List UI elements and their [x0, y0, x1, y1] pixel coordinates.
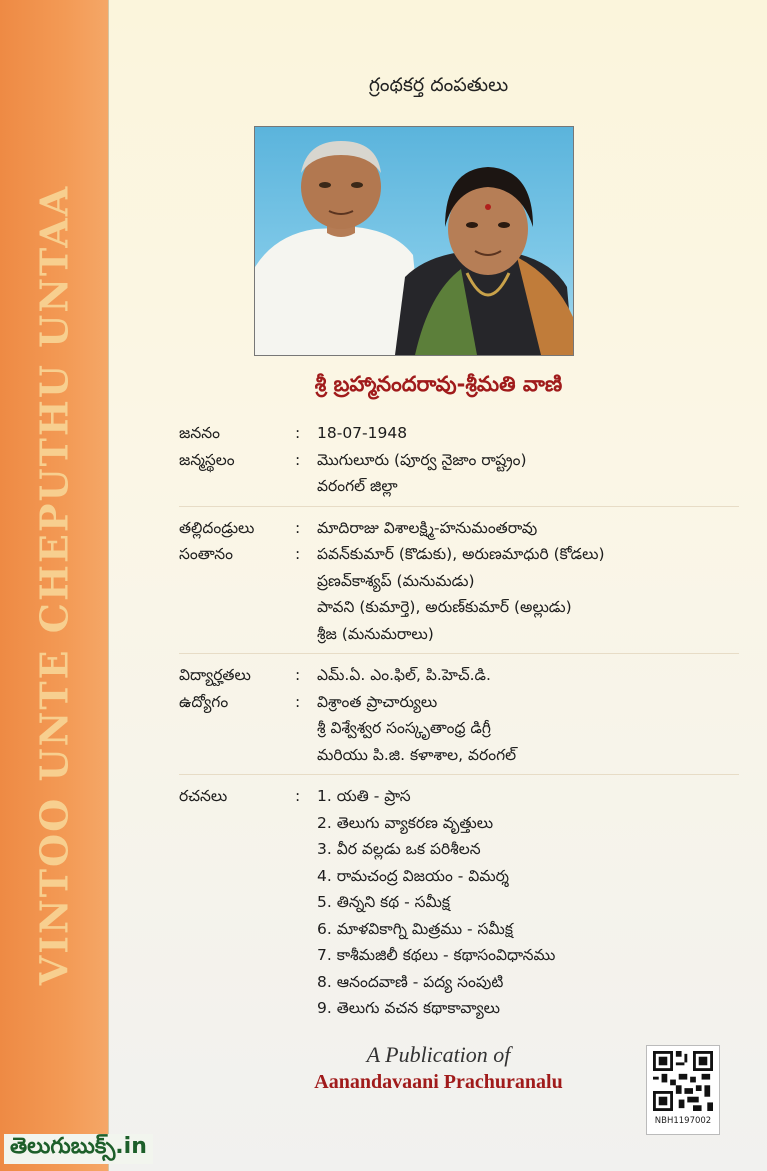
back-cover — [108, 0, 767, 1171]
works-list-item: 2. తెలుగు వ్యాకరణ వృత్తులు — [317, 813, 494, 832]
works-list-item: 6. మాళవికాగ్ని మిత్రము - సమీక్ష — [317, 919, 513, 938]
bio-label: ఉద్యోగం — [179, 692, 229, 711]
bio-value: శ్రీజ (మనుమరాలు) — [317, 624, 434, 643]
author-bio — [179, 420, 739, 1022]
works-list-item: 3. వీర వల్లడు ఒక పరిశీలన — [317, 840, 481, 858]
bio-colon: : — [295, 545, 301, 563]
divider — [179, 653, 739, 654]
bio-value: మరియు పి.జి. కళాశాల, వరంగల్ — [317, 745, 517, 764]
bio-row-birthplace — [179, 447, 739, 500]
bio-value: 18-07-1948 — [317, 424, 408, 442]
bio-row-education — [179, 662, 739, 689]
bio-value: విశ్రాంత ప్రాచార్యులు — [317, 692, 438, 711]
bio-colon: : — [295, 518, 301, 537]
works-list-item: 1. యతి - ప్రాస — [317, 787, 411, 805]
bio-value: ఎమ్.ఏ. ఎం.ఫిల్, పి.హెచ్.డి. — [317, 666, 491, 684]
bio-colon: : — [295, 666, 301, 684]
bio-value: శ్రీ విశ్వేశ్వర సంస్కృతాంధ్ర డిగ్రీ — [317, 719, 491, 737]
bio-value: మొగులూరు (పూర్వ నైజాం రాష్ట్రం) — [317, 450, 527, 469]
bio-row-birth — [179, 420, 739, 447]
works-list-item: 5. తిన్నని కథ - సమీక్ష — [317, 893, 450, 911]
bio-row-works — [179, 783, 739, 1022]
bio-row-parents — [179, 515, 739, 542]
publisher-name: Aanandavaani Prachuranalu — [314, 1071, 563, 1093]
bio-label: రచనలు — [179, 787, 228, 805]
bio-label: విద్యార్హతలు — [179, 666, 251, 684]
bio-row-occupation — [179, 689, 739, 769]
book-spine — [0, 0, 108, 1171]
bio-label: జననం — [179, 424, 220, 442]
author-couple-photo — [254, 126, 574, 356]
bio-value: మాదిరాజు విశాలక్ష్మి-హనుమంతరావు — [317, 518, 538, 537]
spine-title: VINTOO UNTE CHEPUTHU UNTAA — [31, 184, 77, 986]
bio-row-children — [179, 541, 739, 647]
bio-value: పవన్‌కుమార్ (కొడుకు), అరుణమాధురి (కోడలు) — [317, 545, 605, 563]
bio-value: పావని (కుమార్తె), అరుణ్‌కుమార్ (అల్లుడు) — [317, 598, 572, 616]
bio-label: సంతానం — [179, 545, 233, 563]
works-list-item: 9. తెలుగు వచన కథాకావ్యాలు — [317, 999, 501, 1017]
bio-label: జన్మస్థలం — [179, 450, 235, 469]
page-title: గ్రంథకర్త దంపతులు — [368, 74, 509, 96]
divider — [179, 506, 739, 507]
bio-colon: : — [295, 424, 301, 442]
publication-label: A Publication of — [366, 1042, 511, 1067]
qr-code-label: NBH1197002 — [654, 1116, 712, 1126]
photo-illustration — [255, 127, 573, 355]
works-list-item: 8. ఆనందవాణి - పద్య సంపుటి — [317, 972, 504, 991]
bio-colon: : — [295, 692, 301, 711]
works-list-item: 4. రామచంద్ర విజయం - విమర్శ — [317, 866, 510, 885]
qr-code-icon — [653, 1051, 713, 1111]
qr-code-sticker — [646, 1045, 720, 1135]
bio-label: తల్లిదండ్రులు — [179, 518, 255, 537]
bio-value: వరంగల్ జిల్లా — [317, 477, 398, 495]
works-list-item: 7. కాశీమజిలీ కథలు - కథాసంవిధానము — [317, 946, 556, 964]
divider — [179, 774, 739, 775]
author-names: శ్రీ బ్రహ్మానందరావు-శ్రీమతి వాణి — [314, 372, 563, 396]
site-watermark: తెలుగుబుక్స్.in — [4, 1134, 153, 1164]
bio-value: ప్రణవ్‌కాశ్యప్ (మనుమడు) — [317, 571, 475, 590]
bio-colon: : — [295, 787, 301, 805]
bio-colon: : — [295, 450, 301, 469]
